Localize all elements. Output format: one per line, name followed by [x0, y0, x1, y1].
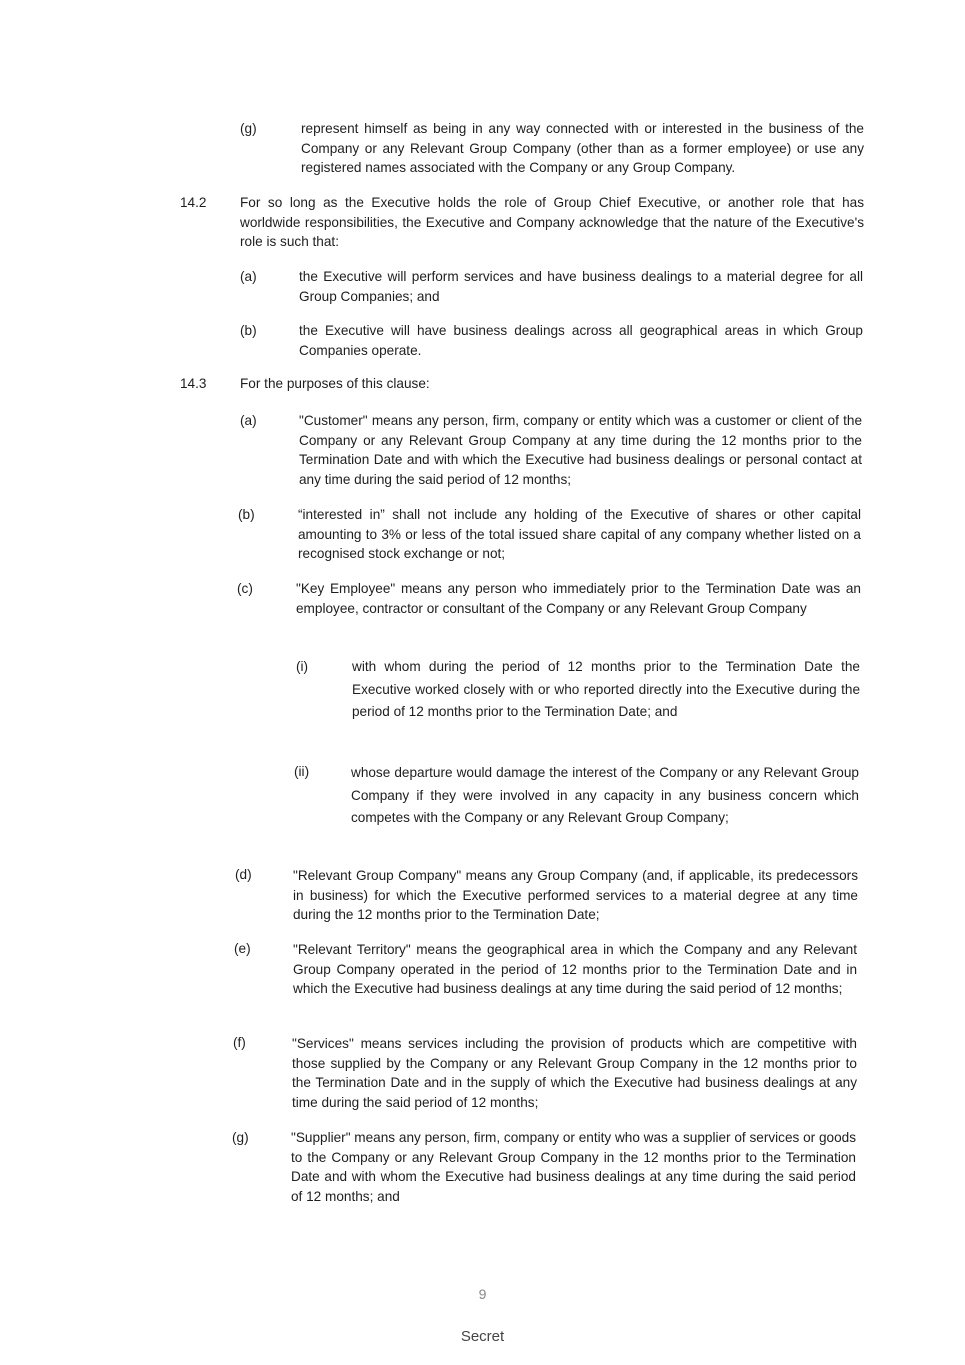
clause-label: (d): [235, 867, 252, 882]
clause-label: (i): [296, 659, 309, 674]
clause-text: "Relevant Group Company" means any Group Company (and, if applicable, its predecessors in business) for which the Executive performed services to a material degree at any time during the 12 months prior to the Termination Date;: [293, 868, 858, 922]
clause-text: the Executive will perform services and have business dealings to a material degree for all Group Companies; and: [299, 269, 863, 304]
clause-text: "Supplier" means any person, firm, company or entity who was a supplier of services or goods to the Company or any Relevant Group Company in the 12 months prior to the Termination Date and with whom the Executive had business dealings at any time during the said period of 12 months; and: [291, 1130, 856, 1204]
classification-label: Secret: [460, 1328, 505, 1345]
clause-number: 14.2: [180, 195, 207, 210]
clause-label: (g): [232, 1130, 249, 1145]
clause-text: represent himself as being in any way connected with or interested in the business of the Company or any Relevant Group Company (other than as a former employee) or use any registered names associated with the Company or any Group Company.: [301, 121, 864, 175]
clause-label: (b): [238, 507, 255, 522]
clause-label: (f): [233, 1035, 246, 1050]
page-number: 9: [478, 1286, 487, 1302]
clause-label: (c): [237, 581, 253, 596]
clause-number: 14.3: [180, 376, 207, 391]
clause-label: (g): [240, 121, 257, 136]
clause-text: "Customer" means any person, firm, company or entity which was a customer or client of the Company or any Relevant Group Company at any time during the 12 months prior to the Termination Date and with which the Executive had business dealings or personal contact at any time during the said period of 12 months;: [299, 413, 862, 487]
clause-text: "Services" means services including the provision of products which are competitive with those supplied by the Company or any Relevant Group Company in the 12 months prior to the Termination Date and in the supply of which the Executive had business dealings at any time during the said period of 12 months;: [292, 1036, 857, 1110]
clause-text: "Key Employee" means any person who immediately prior to the Termination Date was an employee, contractor or consultant of the Company or any Relevant Group Company: [296, 581, 861, 616]
clause-label: (b): [240, 323, 257, 338]
clause-text: the Executive will have business dealings across all geographical areas in which Group Companies operate.: [299, 323, 863, 358]
clause-label: (e): [234, 941, 251, 956]
clause-text: For so long as the Executive holds the role of Group Chief Executive, or another role that has worldwide responsibilities, the Executive and Company acknowledge that the nature of the Executive's role is such that:: [240, 195, 864, 249]
clause-text: "Relevant Territory" means the geographical area in which the Company and any Relevant Group Company operated in the period of 12 months prior to the Termination Date and in which the Executive had business dealings at any time during the said period of 12 months;: [293, 942, 857, 996]
clause-text: For the purposes of this clause:: [240, 376, 430, 391]
clause-text: “interested in” shall not include any holding of the Executive of shares or other capital amounting to 3% or less of the total issued share capital of any company whether listed on a recognised stock exchange or not;: [298, 507, 861, 561]
clause-text: whose departure would damage the interest of the Company or any Relevant Group Company if they were involved in any capacity in any business concern which competes with the Company or any Relevant Group Company;: [351, 765, 859, 825]
clause-text: with whom during the period of 12 months prior to the Termination Date the Executive worked closely with or who reported directly into the Executive during the period of 12 months prior to the Termination Date; and: [352, 659, 860, 719]
clause-label: (a): [240, 269, 257, 284]
clause-label: (a): [240, 413, 257, 428]
clause-label: (ii): [294, 764, 310, 779]
